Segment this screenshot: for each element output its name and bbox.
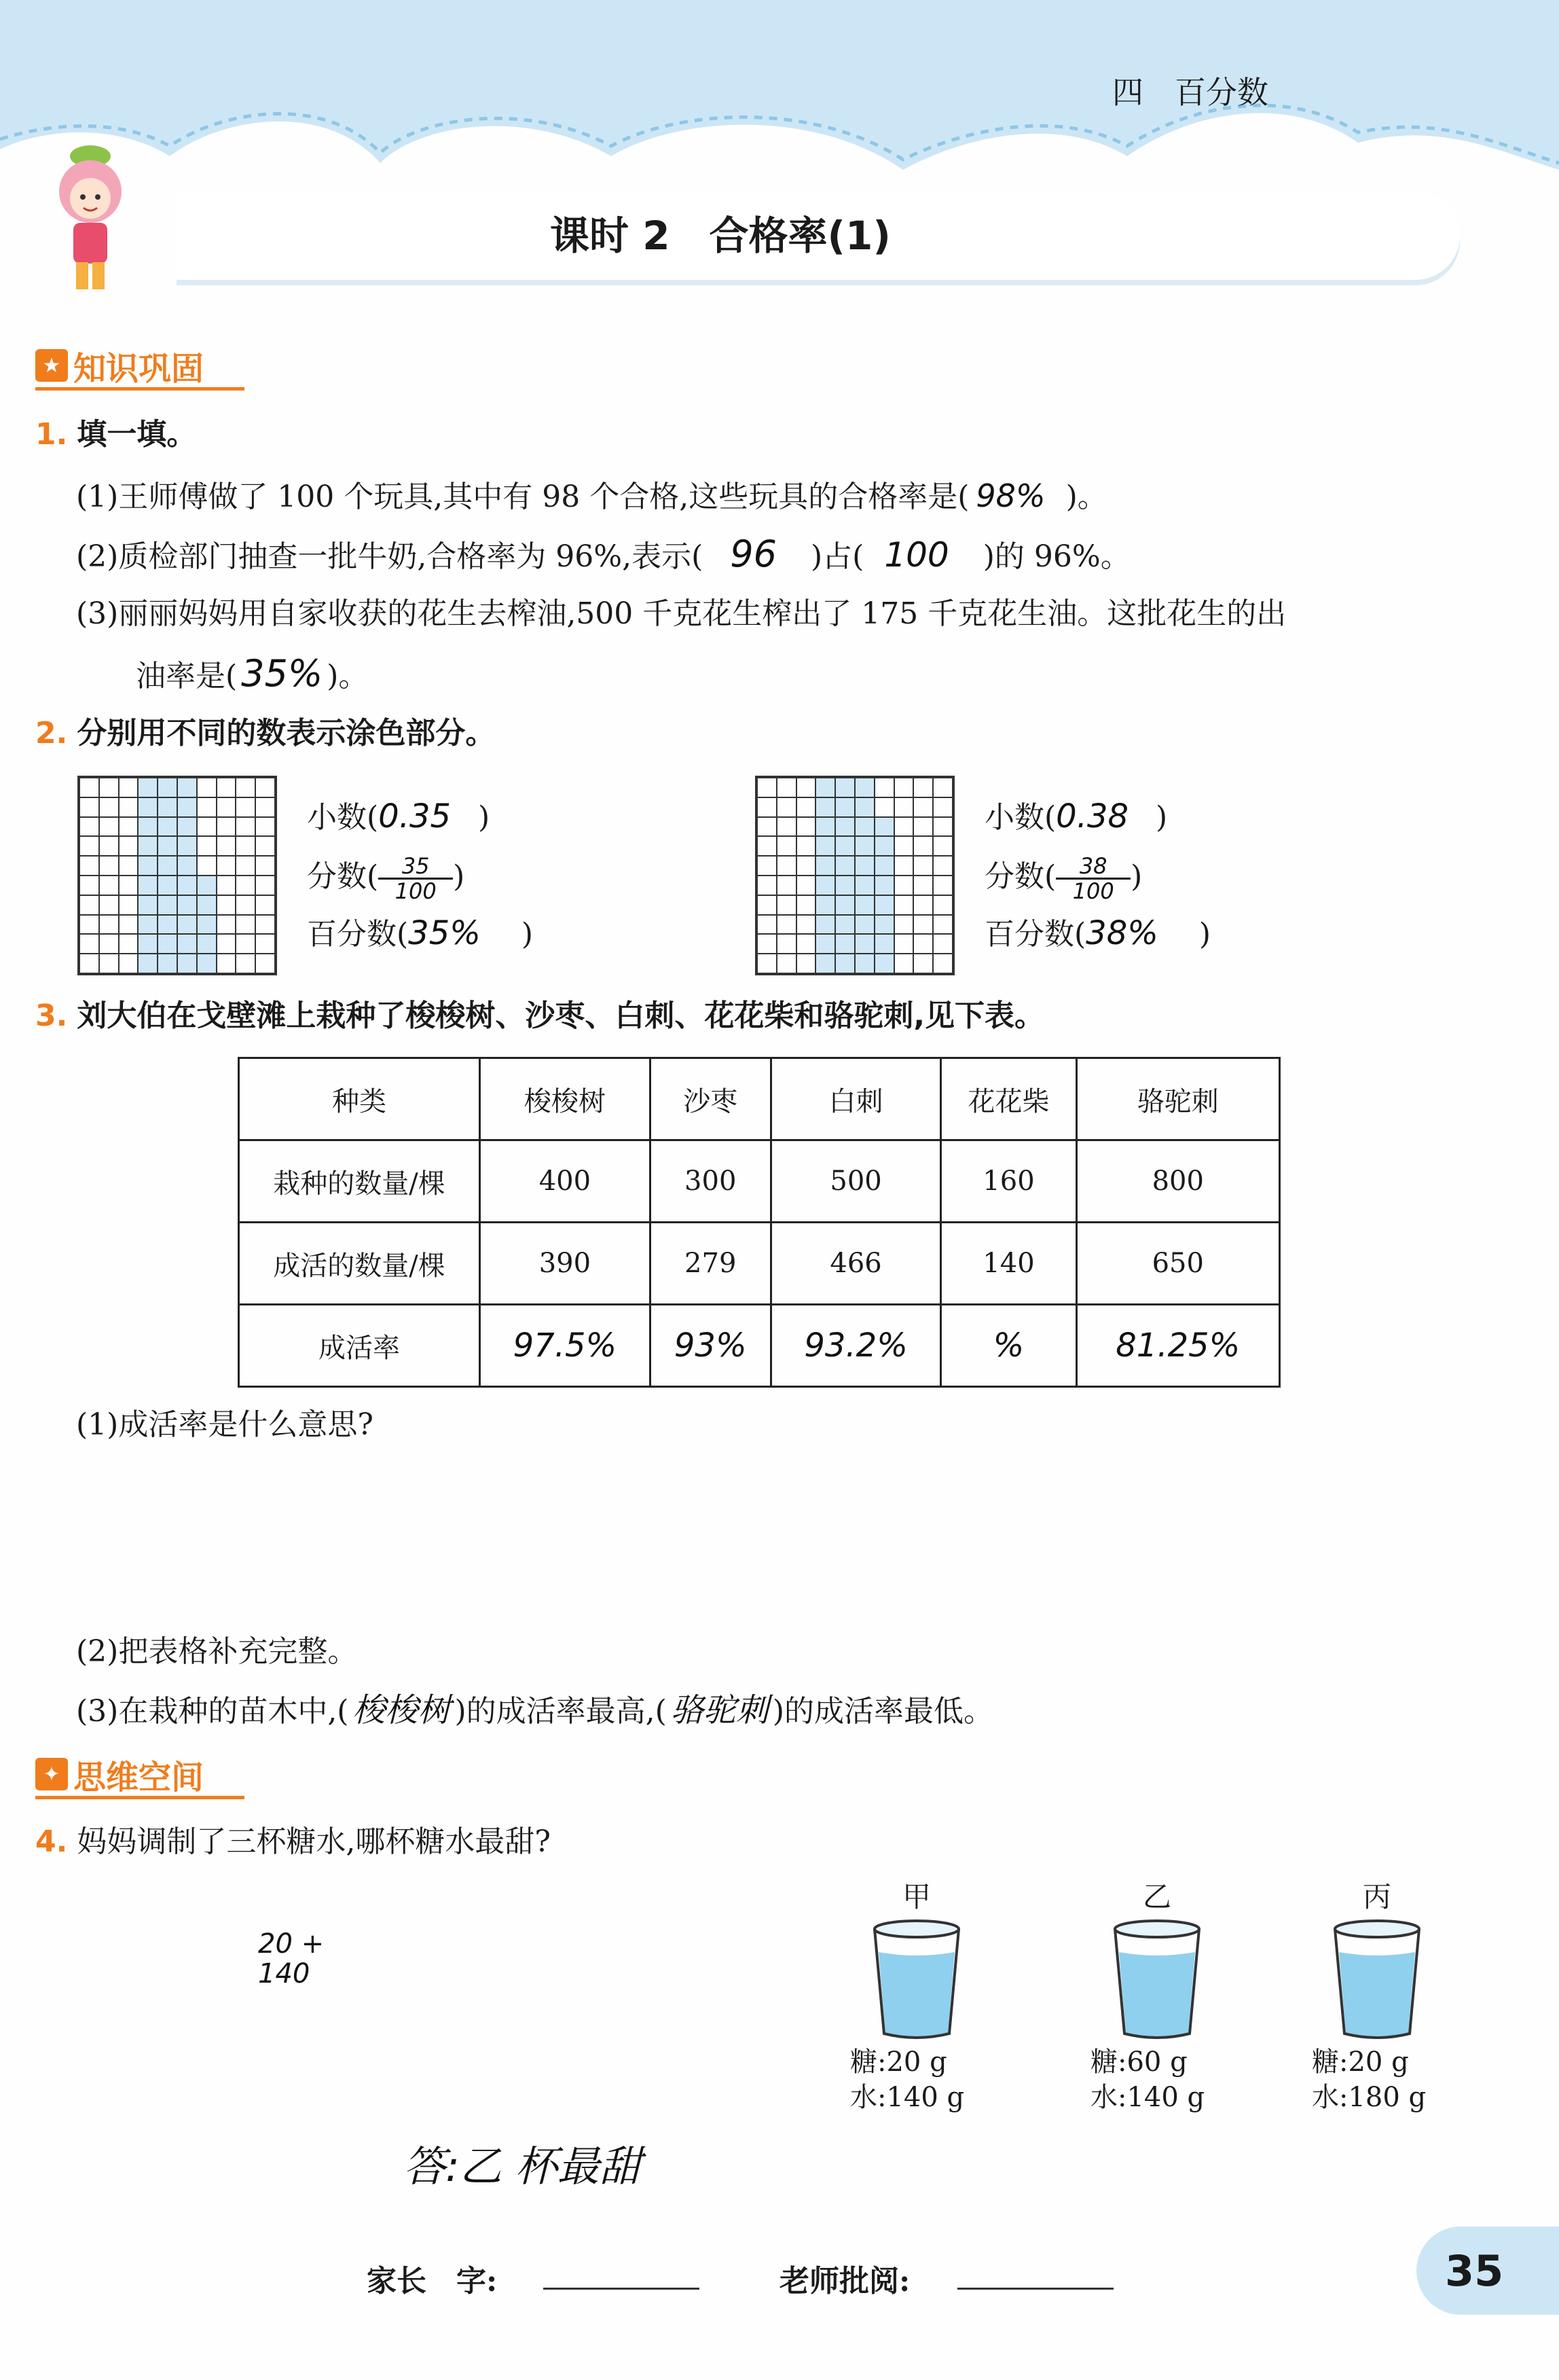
grid-cell [236, 836, 255, 856]
grid-cell [119, 856, 139, 876]
grid-cell [933, 954, 953, 973]
grid-cell [894, 797, 914, 817]
q1-part2: (2)质检部门抽查一批牛奶,合格率为 96%,表示( 96 )占( 100 )的 96%。 [76, 533, 1131, 575]
grid-cell [236, 954, 255, 973]
grid-cell [99, 778, 119, 797]
grid-cell [119, 778, 139, 797]
grid-cell [79, 915, 99, 935]
grid-cell [255, 856, 275, 876]
q1-p3-answer: 35% [241, 652, 323, 695]
table-answer-cell: 93.2% [771, 1305, 941, 1387]
q2-number: 2. [35, 716, 68, 751]
grid-cell [217, 954, 236, 973]
grid-cell [79, 836, 99, 856]
table-cell: 成活率 [239, 1305, 480, 1387]
grid-cell [158, 778, 177, 797]
grid-cell [255, 778, 275, 797]
q1-part1: (1)王师傅做了 100 个玩具,其中有 98 个合格,这些玩具的合格率是( 98% )。 [76, 477, 1107, 514]
q2-right-percent-answer: 38% [1086, 914, 1158, 952]
grid-cell [158, 836, 177, 856]
grid-cell [913, 836, 933, 856]
grid-cell [177, 836, 197, 856]
grid-cell [894, 895, 914, 915]
grid-cell [119, 954, 139, 973]
grid-cell [835, 856, 855, 876]
grid-cell [815, 797, 835, 817]
cup-label-yi: 乙 [1142, 1880, 1171, 1913]
q1-p1-answer: 98% [976, 477, 1046, 514]
grid-cell [777, 934, 796, 954]
grid-cell [177, 876, 197, 895]
star-icon: ★ [35, 349, 68, 382]
hundred-grid-right [755, 776, 955, 975]
grid-cell [236, 856, 255, 876]
q1-p2-answer2: 100 [884, 535, 949, 575]
grid-cell [894, 876, 914, 895]
table-cell: 650 [1076, 1223, 1279, 1305]
grid-cell [757, 895, 777, 915]
q2-left-fraction-answer: $\frac{35}{100}$ [378, 854, 453, 903]
grid-cell [138, 954, 158, 973]
grid-cell [933, 876, 953, 895]
grid-cell [796, 797, 816, 817]
grid-cell [236, 876, 255, 895]
cup-yi-info: 糖:60 g 水:140 g [1090, 2047, 1205, 2113]
grid-cell [913, 797, 933, 817]
q2-right-decimal-answer: 0.38 [1056, 797, 1129, 835]
grid-cell [933, 915, 953, 935]
grid-cell [855, 836, 875, 856]
grid-cell [119, 934, 139, 954]
survival-table [238, 1057, 1281, 1388]
grid-cell [913, 817, 933, 837]
grid-cell [119, 915, 139, 935]
grid-cell [99, 876, 119, 895]
table-header-cell: 沙枣 [650, 1058, 771, 1140]
grid-cell [815, 876, 835, 895]
grid-cell [255, 876, 275, 895]
grid-cell [757, 778, 777, 797]
table-answer-cell: % [941, 1305, 1076, 1387]
q2-right-decimal: 小数(0.38 ) [985, 797, 1168, 835]
grid-cell [913, 915, 933, 935]
grid-cell [255, 895, 275, 915]
grid-cell [855, 797, 875, 817]
q1-part3-line2: 油率是( 35% )。 [136, 652, 369, 695]
q3-sub2: (2)把表格补充完整。 [76, 1634, 358, 1669]
unit-title: 四 百分数 [1112, 74, 1268, 111]
table-header-cell: 梭梭树 [480, 1058, 650, 1140]
grid-cell [933, 797, 953, 817]
grid-cell [757, 836, 777, 856]
grid-cell [835, 915, 855, 935]
grid-cell [158, 797, 177, 817]
grid-cell [855, 934, 875, 954]
grid-cell [933, 895, 953, 915]
table-row [239, 1140, 1280, 1223]
grid-cell [835, 817, 855, 837]
grid-cell [217, 856, 236, 876]
grid-cell [815, 817, 835, 837]
grid-cell [855, 856, 875, 876]
grid-cell [913, 934, 933, 954]
grid-cell [99, 954, 119, 973]
table-header-cell: 白刺 [771, 1058, 941, 1140]
grid-cell [79, 895, 99, 915]
grid-cell [894, 778, 914, 797]
grid-cell [255, 915, 275, 935]
section-knowledge: ★ 知识巩固 [35, 344, 244, 391]
grid-cell [138, 934, 158, 954]
grid-cell [138, 915, 158, 935]
grid-cell [99, 934, 119, 954]
grid-cell [138, 876, 158, 895]
grid-cell [835, 876, 855, 895]
grid-cell [138, 836, 158, 856]
grid-cell [933, 836, 953, 856]
grid-cell [835, 836, 855, 856]
page-number: 35 [1416, 2226, 1559, 2315]
grid-cell [757, 915, 777, 935]
table-cell: 390 [480, 1223, 650, 1305]
grid-cell [796, 836, 816, 856]
q3-title: 刘大伯在戈壁滩上栽种了梭梭树、沙枣、白刺、花花柴和骆驼刺,见下表。 [77, 998, 1045, 1033]
cup-label-bing: 丙 [1362, 1880, 1391, 1913]
grid-cell [835, 797, 855, 817]
q1-title-line [35, 414, 196, 455]
grid-cell [119, 876, 139, 895]
table-answer-cell: 93% [650, 1305, 771, 1387]
table-cell: 300 [650, 1140, 771, 1223]
grid-cell [933, 856, 953, 876]
grid-cell [138, 895, 158, 915]
grid-cell [855, 817, 875, 837]
q3-sub1: (1)成活率是什么意思? [76, 1407, 373, 1442]
q2-left-decimal-answer: 0.35 [378, 797, 452, 835]
grid-cell [875, 954, 894, 973]
grid-cell [777, 895, 796, 915]
cup-label-jia: 甲 [902, 1880, 931, 1913]
cup-bing-info: 糖:20 g 水:180 g [1312, 2047, 1427, 2113]
grid-cell [177, 954, 197, 973]
teacher-review-line[interactable] [957, 2288, 1114, 2290]
grid-cell [197, 954, 217, 973]
grid-cell [197, 836, 217, 856]
grid-cell [796, 915, 816, 935]
grid-cell [236, 915, 255, 935]
grid-cell [875, 934, 894, 954]
grid-cell [217, 876, 236, 895]
grid-cell [913, 856, 933, 876]
grid-cell [197, 876, 217, 895]
grid-cell [757, 876, 777, 895]
table-answer-cell: 81.25% [1076, 1305, 1279, 1387]
table-header-row [239, 1058, 1280, 1140]
grid-cell [236, 797, 255, 817]
grid-cell [255, 954, 275, 973]
grid-cell [177, 778, 197, 797]
table-cell: 500 [771, 1140, 941, 1223]
grid-cell [894, 915, 914, 935]
grid-cell [217, 934, 236, 954]
hundred-grid-left [77, 776, 277, 975]
header-background [0, 0, 1559, 204]
grid-cell [119, 895, 139, 915]
grid-cell [138, 817, 158, 837]
grid-cell [815, 915, 835, 935]
table-header-cell: 种类 [239, 1058, 480, 1140]
table-cell: 400 [480, 1140, 650, 1223]
q3-number: 3. [35, 998, 68, 1033]
grid-cell [158, 817, 177, 837]
grid-cell [197, 778, 217, 797]
grid-cell [777, 817, 796, 837]
grid-cell [79, 778, 99, 797]
grid-cell [177, 915, 197, 935]
grid-cell [119, 836, 139, 856]
grid-cell [796, 778, 816, 797]
grid-cell [138, 797, 158, 817]
grid-cell [875, 895, 894, 915]
grid-cell [236, 778, 255, 797]
grid-cell [894, 934, 914, 954]
grid-cell [255, 817, 275, 837]
grid-cell [875, 856, 894, 876]
cup-jia-info: 糖:20 g 水:140 g [850, 2047, 965, 2113]
q2-left-percent: 百分数(35% ) [307, 914, 534, 952]
grid-cell [79, 934, 99, 954]
q2-right-percent: 百分数(38% ) [985, 914, 1211, 952]
grid-cell [255, 836, 275, 856]
q3-title-line [35, 996, 1044, 1036]
grid-cell [875, 836, 894, 856]
q2-left-percent-answer: 35% [408, 914, 481, 952]
grid-cell [913, 778, 933, 797]
grid-cell [99, 856, 119, 876]
grid-cell [757, 934, 777, 954]
grid-cell [79, 856, 99, 876]
grid-cell [197, 934, 217, 954]
q2-title: 分别用不同的数表示涂色部分。 [77, 716, 496, 751]
grid-cell [815, 856, 835, 876]
grid-cell [158, 895, 177, 915]
grid-cell [777, 915, 796, 935]
grid-cell [197, 856, 217, 876]
grid-cell [79, 954, 99, 973]
q2-left-fraction: 分数( $\frac{35}{100}$ ) [307, 853, 465, 904]
grid-cell [757, 817, 777, 837]
grid-cell [894, 954, 914, 973]
grid-cell [815, 934, 835, 954]
grid-cell [796, 934, 816, 954]
grid-cell [875, 778, 894, 797]
parent-sign-line[interactable] [543, 2288, 699, 2290]
grid-cell [894, 856, 914, 876]
grid-cell [875, 876, 894, 895]
grid-cell [913, 895, 933, 915]
grid-cell [835, 778, 855, 797]
q4-title: 妈妈调制了三杯糖水,哪杯糖水最甜? [77, 1824, 551, 1859]
grid-cell [835, 934, 855, 954]
grid-cell [217, 895, 236, 915]
grid-cell [757, 954, 777, 973]
q1-part3-line1: (3)丽丽妈妈用自家收获的花生去榨油,500 千克花生榨出了 175 千克花生油。这批花生的出 [76, 596, 1287, 631]
lesson-title: 课时 2 合格率(1) [550, 213, 891, 259]
grid-cell [855, 876, 875, 895]
grid-cell [875, 817, 894, 837]
grid-cell [855, 915, 875, 935]
lightbulb-icon: ✦ [35, 1758, 68, 1790]
grid-cell [119, 817, 139, 837]
grid-cell [757, 797, 777, 817]
q2-right-fraction: 分数( $\frac{38}{100}$ ) [985, 853, 1143, 904]
grid-cell [875, 915, 894, 935]
grid-cell [796, 876, 816, 895]
grid-cell [913, 876, 933, 895]
cup-yi-icon [1108, 1919, 1206, 2042]
table-cell: 800 [1076, 1140, 1279, 1223]
grid-cell [815, 954, 835, 973]
grid-cell [197, 797, 217, 817]
grid-cell [933, 778, 953, 797]
q3-s3-answer1: 梭梭树 [352, 1691, 451, 1729]
table-cell: 成活的数量/棵 [239, 1223, 480, 1305]
grid-cell [796, 954, 816, 973]
grid-cell [815, 778, 835, 797]
grid-cell [255, 797, 275, 817]
grid-cell [217, 778, 236, 797]
grid-cell [158, 856, 177, 876]
table-cell: 279 [650, 1223, 771, 1305]
grid-cell [217, 836, 236, 856]
grid-cell [855, 895, 875, 915]
grid-cell [158, 876, 177, 895]
teacher-review-label: 老师批阅: [780, 2264, 911, 2298]
section-thinking: ✦ 思维空间 [35, 1752, 244, 1799]
grid-cell [855, 778, 875, 797]
grid-cell [796, 895, 816, 915]
table-header-cell: 花花柴 [941, 1058, 1076, 1140]
table-header-cell: 骆驼刺 [1076, 1058, 1279, 1140]
grid-cell [177, 895, 197, 915]
grid-cell [815, 836, 835, 856]
q2-left-decimal: 小数(0.35 ) [307, 797, 490, 835]
grid-cell [913, 954, 933, 973]
grid-cell [217, 915, 236, 935]
table-cell: 160 [941, 1140, 1076, 1223]
grid-cell [894, 836, 914, 856]
grid-cell [933, 817, 953, 837]
q1-number: 1. [35, 417, 68, 452]
grid-cell [138, 856, 158, 876]
grid-cell [855, 954, 875, 973]
grid-cell [138, 778, 158, 797]
grid-cell [796, 856, 816, 876]
grid-cell [255, 934, 275, 954]
grid-cell [158, 915, 177, 935]
grid-cell [197, 915, 217, 935]
grid-cell [835, 895, 855, 915]
grid-cell [99, 797, 119, 817]
grid-cell [217, 797, 236, 817]
q4-handwritten-work: 20 + 140 [258, 1928, 325, 1989]
grid-cell [177, 856, 197, 876]
parent-sign-label: 家长 字: [367, 2264, 498, 2298]
grid-cell [777, 856, 796, 876]
grid-cell [99, 895, 119, 915]
q4-handwritten-answer: 答:乙 杯最甜 [403, 2142, 642, 2191]
cup-bing-icon [1328, 1919, 1426, 2042]
grid-cell [796, 817, 816, 837]
q1-p2-answer1: 96 [730, 533, 777, 575]
grid-cell [875, 797, 894, 817]
mascot-illustration [53, 143, 128, 299]
grid-cell [236, 895, 255, 915]
grid-cell [777, 954, 796, 973]
grid-cell [158, 954, 177, 973]
grid-cell [99, 836, 119, 856]
q3-s3-answer2: 骆驼刺 [670, 1691, 769, 1729]
table-row [239, 1223, 1280, 1305]
grid-cell [197, 895, 217, 915]
grid-cell [236, 934, 255, 954]
grid-cell [99, 817, 119, 837]
grid-cell [79, 817, 99, 837]
grid-cell [79, 876, 99, 895]
table-cell: 466 [771, 1223, 941, 1305]
grid-cell [79, 797, 99, 817]
table-answer-cell: 97.5% [480, 1305, 650, 1387]
grid-cell [777, 797, 796, 817]
grid-cell [177, 797, 197, 817]
q4-title-line [35, 1822, 551, 1862]
grid-cell [119, 797, 139, 817]
table-cell: 栽种的数量/棵 [239, 1140, 480, 1223]
grid-cell [158, 934, 177, 954]
grid-cell [894, 817, 914, 837]
table-row [239, 1305, 1280, 1387]
grid-cell [777, 836, 796, 856]
cup-jia-icon [868, 1919, 966, 2042]
q2-right-fraction-answer: $\frac{38}{100}$ [1056, 854, 1131, 903]
grid-cell [197, 817, 217, 837]
grid-cell [777, 876, 796, 895]
q4-number: 4. [35, 1824, 68, 1859]
grid-cell [177, 934, 197, 954]
grid-cell [99, 915, 119, 935]
grid-cell [236, 817, 255, 837]
grid-cell [835, 954, 855, 973]
table-cell: 140 [941, 1223, 1076, 1305]
grid-cell [757, 856, 777, 876]
q2-title-line [35, 713, 495, 754]
grid-cell [777, 778, 796, 797]
grid-cell [815, 895, 835, 915]
q1-title: 填一填。 [77, 417, 197, 452]
q3-sub3: (3)在栽种的苗木中,( 梭梭树 )的成活率最高,( 骆驼刺 )的成活率最低。 [76, 1691, 994, 1729]
grid-cell [217, 817, 236, 837]
grid-cell [933, 934, 953, 954]
grid-cell [177, 817, 197, 837]
